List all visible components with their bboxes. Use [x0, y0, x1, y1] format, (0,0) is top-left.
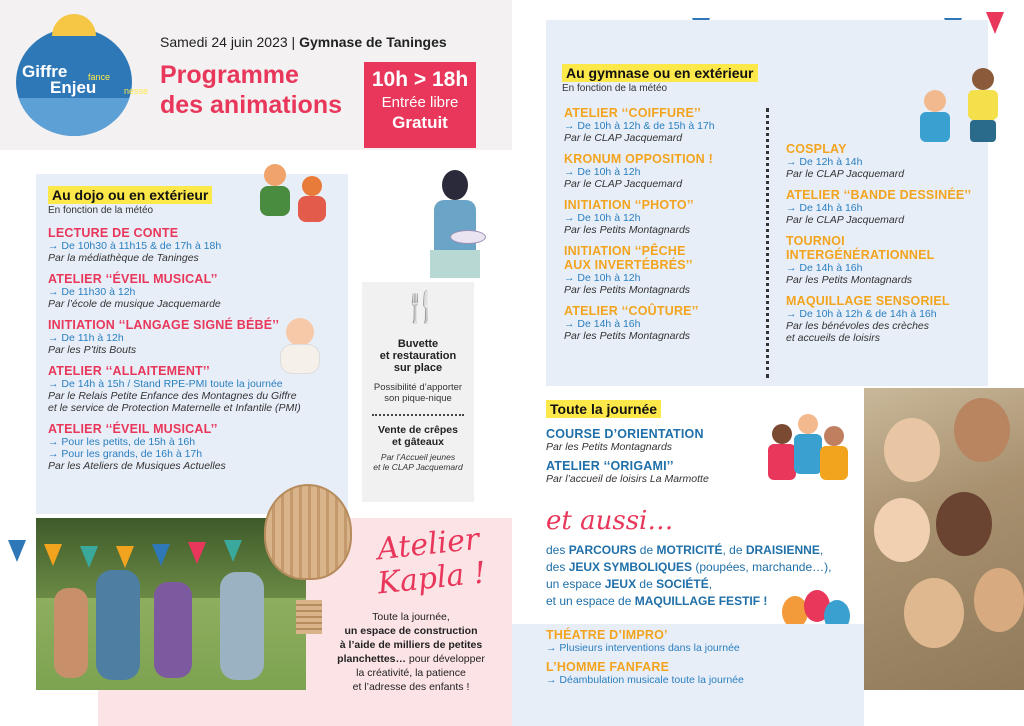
kapla-line: à l’aide de milliers de petites — [339, 639, 483, 651]
buvette-title: sur place — [393, 362, 443, 374]
item-organizer: Par l’accueil de loisirs La Marmotte — [546, 473, 709, 485]
item-title: L’HOMME FANFARE — [546, 660, 670, 674]
item-time: → De 11h30 à 12h — [48, 286, 136, 298]
hours-box — [364, 62, 476, 148]
logo — [16, 28, 132, 136]
aussi-span: un espace — [546, 577, 605, 591]
item-organizer: Par les Petits Montagnards — [564, 284, 691, 296]
item-title: KRONUM OPPOSITION ! — [564, 152, 713, 166]
item-time: → De 14h à 16h — [786, 202, 863, 214]
aussi-bold: JEUX — [604, 577, 637, 591]
item-title: TOURNOI — [786, 234, 845, 248]
gym-item — [564, 198, 764, 236]
aussi-span: (poupées, marchande…), — [692, 560, 832, 574]
item-time: → De 10h à 12h & de 14h à 16h — [786, 308, 937, 320]
dojo-title: Au dojo ou en extérieur — [48, 186, 212, 204]
date: Samedi 24 juin 2023 — [160, 34, 288, 50]
item-title: ATELIER ‘‘ÉVEIL MUSICAL’’ — [48, 422, 218, 436]
kids-illustration — [250, 160, 340, 240]
buvette-note: Possibilité d’apporter — [373, 382, 463, 393]
item-organizer: Par le CLAP Jacquemard — [786, 214, 905, 226]
item-time: → Pour les grands, de 16h à 17h — [48, 448, 203, 460]
item-title: MAQUILLAGE SENSORIEL — [786, 294, 950, 308]
item-organizer: Par les Petits Montagnards — [546, 441, 673, 453]
aussi-span: , — [819, 543, 824, 557]
gym-item — [786, 294, 986, 344]
buvette-note: son pique-nique — [384, 393, 452, 404]
crepes-title: et gâteaux — [392, 436, 444, 448]
logo-small-2: nesse — [124, 86, 149, 96]
aussi-span: et un espace de — [546, 594, 635, 608]
item-organizer: Par les Petits Montagnards — [564, 224, 691, 236]
item-organizer: Par les P’tits Bouts — [48, 344, 137, 356]
kapla-line: et l’adresse des enfants ! — [352, 681, 470, 693]
place: Gymnase de Taninges — [299, 34, 447, 50]
dojo-item — [48, 422, 348, 472]
aussi-line — [546, 559, 866, 576]
aussi-bold: PARCOURS — [568, 543, 637, 557]
item-title: AUX INVERTÉBRÉS’’ — [564, 258, 693, 272]
gym-col-2 — [786, 142, 986, 344]
buvette-title: Buvette — [397, 338, 439, 350]
item-organizer: Par la médiathèque de Taninges — [48, 252, 199, 264]
item-time: → De 12h à 14h — [786, 156, 863, 168]
item-title: THÉATRE D’IMPRO’ — [546, 628, 668, 642]
page-title — [160, 60, 342, 120]
aussi-span: de — [636, 543, 657, 557]
item-time: → De 14h à 15h / Stand RPE-PMI toute la journée — [48, 378, 283, 390]
column-divider — [766, 108, 769, 378]
item-organizer: Par les Ateliers de Musiques Actuelles — [48, 460, 226, 472]
aussi-span: de — [636, 577, 657, 591]
gym-item — [786, 188, 986, 226]
entry: Entrée libre — [381, 94, 459, 111]
bottom-content — [546, 628, 856, 686]
group-illustration — [766, 404, 850, 498]
aussi-span: des — [546, 543, 569, 557]
item-organizer: Par les bénévoles des crèches — [786, 320, 929, 332]
item-title: INITIATION ‘‘PÊCHE — [564, 244, 686, 258]
aussi-bold: SOCIÉTÉ — [656, 577, 709, 591]
item-title: ATELIER ‘‘ORIGAMI’’ — [546, 459, 674, 473]
buvette-content — [362, 338, 474, 472]
kapla-text — [316, 610, 506, 694]
allday-title: Toute la journée — [546, 400, 661, 418]
gym-col-1 — [564, 106, 764, 342]
kapla-line: Toute la journée, — [372, 611, 450, 623]
item-title: ATELIER ‘‘ÉVEIL MUSICAL’’ — [48, 272, 218, 286]
aussi-span: , de — [722, 543, 746, 557]
gym-item — [564, 244, 764, 296]
dojo-item — [48, 272, 348, 310]
item-title: ATELIER ‘‘ALLAITEMENT’’ — [48, 364, 210, 378]
dojo-subtitle: En fonction de la météo — [48, 205, 154, 216]
gym-item — [564, 304, 764, 342]
crepes-organizer: Par l’Accueil jeunes — [380, 452, 456, 462]
item-time: → De 10h à 12h — [564, 272, 641, 284]
bottom-item — [546, 628, 856, 654]
title-line-1: Programme — [160, 61, 299, 89]
title-line-2: des animations — [160, 91, 342, 119]
item-time: → Pour les petits, de 15h à 16h — [48, 436, 196, 448]
aussi-title: et aussi… — [546, 506, 674, 536]
cook-illustration — [420, 170, 490, 280]
item-organizer: et accueils de loisirs — [786, 332, 880, 344]
item-title: INTERGÉNÉRATIONNEL — [786, 248, 935, 262]
item-title: COSPLAY — [786, 142, 847, 156]
crepes-organizer: et le CLAP Jacquemard — [373, 462, 463, 472]
item-title: INITIATION ‘‘LANGAGE SIGNÉ BÉBÉ’’ — [48, 318, 280, 332]
logo-text-1: Giffre — [22, 62, 68, 81]
item-time: → Plusieurs interventions dans la journée — [546, 642, 740, 654]
item-title: ATELIER ‘‘COÛTURE’’ — [564, 304, 699, 318]
kapla-bold: planchettes… — [337, 653, 407, 665]
item-time: → Déambulation musicale toute la journée — [546, 674, 744, 686]
kapla-title-1: Atelier — [375, 521, 481, 568]
item-organizer: Par les Petits Montagnards — [786, 274, 913, 286]
item-title: COURSE D’ORIENTATION — [546, 427, 704, 441]
gym-item — [786, 234, 986, 286]
bunting-left — [0, 540, 300, 570]
hours: 10h > 18h — [371, 68, 469, 91]
logo-small-1: fance — [88, 72, 111, 82]
aussi-bold: MAQUILLAGE FESTIF ! — [634, 594, 768, 608]
item-time: → De 11h à 12h — [48, 332, 124, 344]
date-line: Samedi 24 juin 2023 | Gymnase de Taninges — [160, 34, 447, 50]
baby-illustration — [276, 318, 324, 378]
item-title: LECTURE DE CONTE — [48, 226, 179, 240]
kapla-line — [316, 652, 506, 666]
aussi-line — [546, 542, 866, 559]
crepes-title: Vente de crêpes — [378, 424, 458, 436]
bottom-item — [546, 660, 856, 686]
item-time: → De 14h à 16h — [564, 318, 641, 330]
kapla-title — [357, 521, 503, 603]
aussi-span: , — [708, 577, 713, 591]
teens-photo — [864, 388, 1024, 690]
item-time: → De 10h à 12h — [564, 212, 641, 224]
aussi-bold: JEUX SYMBOLIQUES — [568, 560, 693, 574]
aussi-span: des — [546, 560, 569, 574]
item-organizer: Par les Petits Montagnards — [564, 330, 691, 342]
item-time: → De 10h à 12h & de 15h à 17h — [564, 120, 715, 132]
item-organizer: Par l’école de musique Jacquemarde — [48, 298, 221, 310]
aussi-bold: MOTRICITÉ — [656, 543, 723, 557]
item-time: → De 14h à 16h — [786, 262, 863, 274]
gym-subtitle: En fonction de la météo — [562, 83, 668, 94]
item-organizer: Par le Relais Petite Enfance des Montagnes du Giffre — [48, 390, 297, 402]
kapla-line: la créativité, la patience — [356, 667, 466, 679]
item-time: → De 10h30 à 11h15 & de 17h à 18h — [48, 240, 222, 252]
item-organizer: et le service de Protection Maternelle et Infantile (PMI) — [48, 402, 301, 414]
item-title: INITIATION ‘‘PHOTO’’ — [564, 198, 694, 212]
item-organizer: Par le CLAP Jacquemard — [564, 132, 683, 144]
logo-text-2: Enjeu — [50, 78, 97, 97]
gym-title: Au gymnase ou en extérieur — [562, 64, 758, 82]
gym-header — [562, 64, 758, 94]
free: Gratuit — [392, 113, 448, 132]
kapla-panel-ext — [98, 690, 306, 726]
cutlery-icon: 🍴 — [402, 291, 440, 324]
item-organizer: Par le CLAP Jacquemard — [564, 178, 683, 190]
item-title: ATELIER ‘‘BANDE DESSINÉE’’ — [786, 188, 972, 202]
gym-item — [564, 106, 764, 144]
item-organizer: Par le CLAP Jacquemard — [786, 168, 905, 180]
kapla-title-2: Kapla ! — [375, 555, 488, 602]
right-page — [512, 0, 1024, 726]
kapla-line: un espace de construction — [344, 625, 478, 637]
kapla-normal: pour développer — [406, 653, 485, 665]
gym-item — [564, 152, 764, 190]
gym-item — [786, 142, 986, 180]
aussi-bold: DRAISIENNE — [745, 543, 820, 557]
buvette-title: et restauration — [379, 350, 457, 362]
item-title: ATELIER ‘‘COIFFURE’’ — [564, 106, 701, 120]
item-time: → De 10h à 12h — [564, 166, 641, 178]
